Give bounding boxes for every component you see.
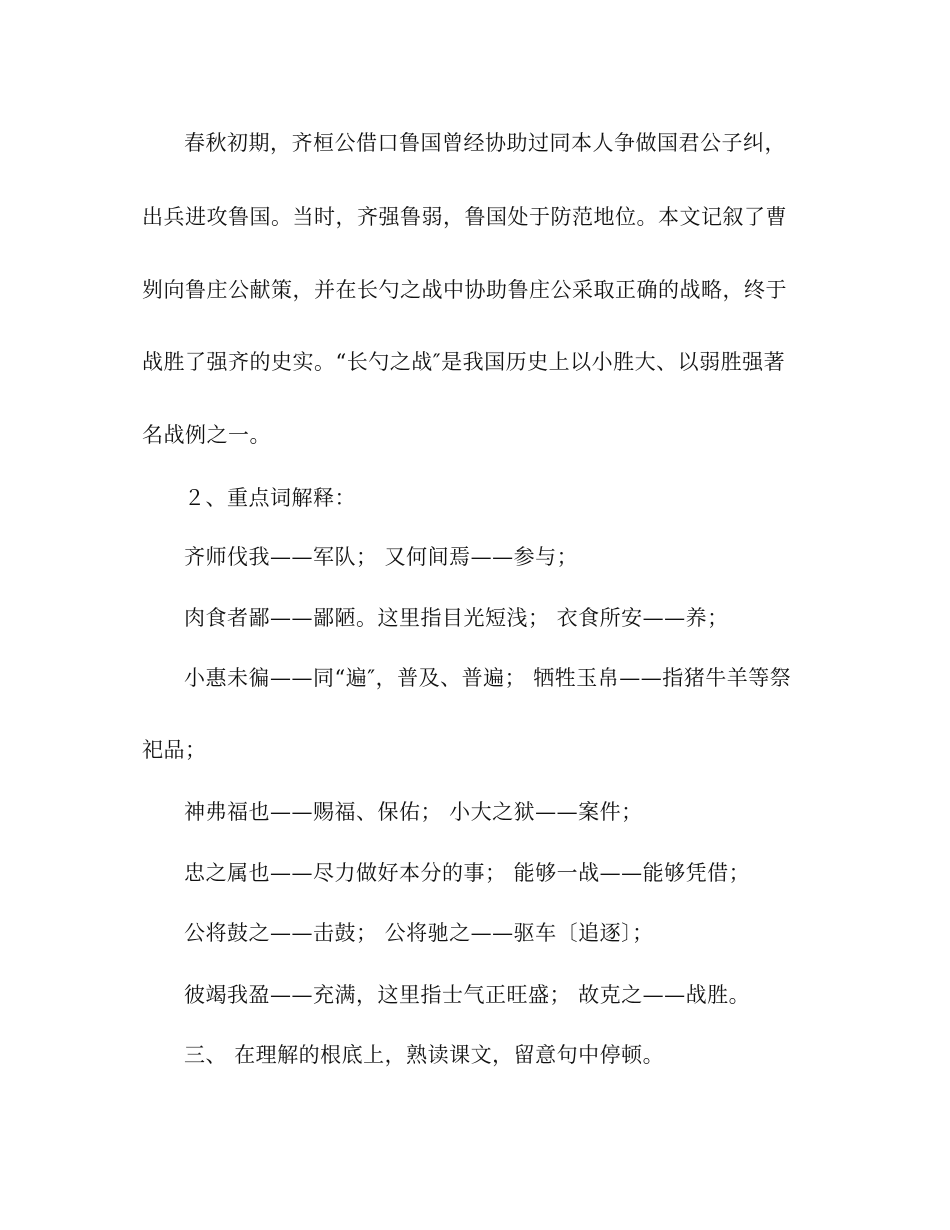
vocab-line-6: 公将鼓之——击鼓； 公将驰之——驱车〔追逐〕；: [184, 921, 654, 945]
vocab-line-5: 忠之属也——尽力做好本分的事； 能够一战——能够凭借；: [184, 861, 751, 885]
paragraph-line-5: 名战例之一。: [142, 423, 271, 447]
paragraph-line-3: 刿向鲁庄公献策，并在长勺之战中协助鲁庄公采取正确的战略，终于: [142, 278, 787, 302]
vocab-line-3-cont: 祀品；: [142, 738, 207, 762]
section-heading-2: ２、重点词解释：: [184, 486, 356, 510]
paragraph-line-2: 出兵进攻鲁国。当时，齐强鲁弱，鲁国处于防范地位。本文记叙了曹: [142, 205, 787, 229]
vocab-line-7: 彼竭我盈——充满，这里指士气正旺盛； 故克之——战胜。: [184, 983, 751, 1007]
vocab-line-1: 齐师伐我——军队； 又何间焉——参与；: [184, 545, 579, 569]
vocab-line-2: 肉食者鄙——鄙陋。这里指目光短浅； 衣食所安——养；: [184, 606, 729, 630]
section-heading-3: 三、 在理解的根底上，熟读课文，留意句中停顿。: [184, 1043, 665, 1067]
paragraph-line-4: 战胜了强齐的史实。“长勺之战″是我国历史上以小胜大、以弱胜强著: [142, 350, 786, 374]
paragraph-line-1: 春秋初期，齐桓公借口鲁国曾经协助过同本人争做国君公子纠，: [184, 131, 786, 155]
vocab-line-4: 神弗福也——赐福、保佑； 小大之狱——案件；: [184, 800, 643, 824]
vocab-line-3: 小惠未徧——同“遍″，普及、普遍； 牺牲玉帛——指猪牛羊等祭: [184, 666, 792, 690]
